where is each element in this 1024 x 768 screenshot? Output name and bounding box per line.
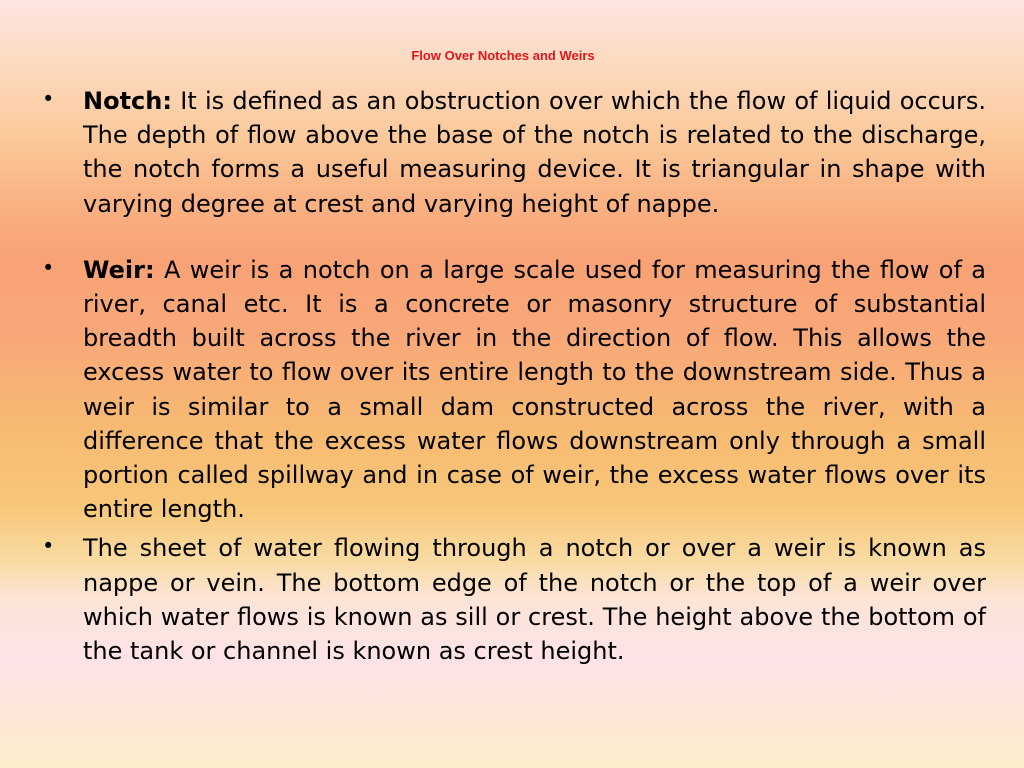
bullet-text: The sheet of water flowing through a notch or over a weir is known as nappe or vein. The bottom edge of the notch or the top of a weir over which water flows is known as sill or crest. The height above the bottom of the tank or channel is known as crest height. xyxy=(83,534,986,666)
bullet-nappe xyxy=(40,531,986,668)
bullet-point-icon: • xyxy=(42,534,55,559)
bullet-term: Notch: xyxy=(83,87,172,115)
bullet-text: A weir is a notch on a large scale used for measuring the flow of a river, canal etc. It is a concrete or masonry structure of substantial breadth built across the river in the direction of flow. This allows the excess water to flow over its entire length to the downstream side. Thus a weir is similar to a small dam constructed across the river, with a difference that the excess water flows downstream only through a small portion called spillway and in case of weir, the excess water flows over its entire length. xyxy=(83,255,986,524)
bullet-term: Weir: xyxy=(83,255,155,284)
bullet-text: It is defined as an obstruction over which the flow of liquid occurs. The depth of flow above the base of the notch is related to the discharge, the notch forms a useful measuring device. It is triangular in shape with varying degree at crest and varying height of nappe. xyxy=(83,87,986,218)
slide-title: Flow Over Notches and Weirs xyxy=(411,48,595,63)
bullet-notch xyxy=(40,84,986,221)
bullet-weir xyxy=(40,253,986,527)
bullet-point-icon: • xyxy=(42,255,55,280)
bullet-list xyxy=(40,84,986,668)
bullet-point-icon: • xyxy=(42,87,55,111)
